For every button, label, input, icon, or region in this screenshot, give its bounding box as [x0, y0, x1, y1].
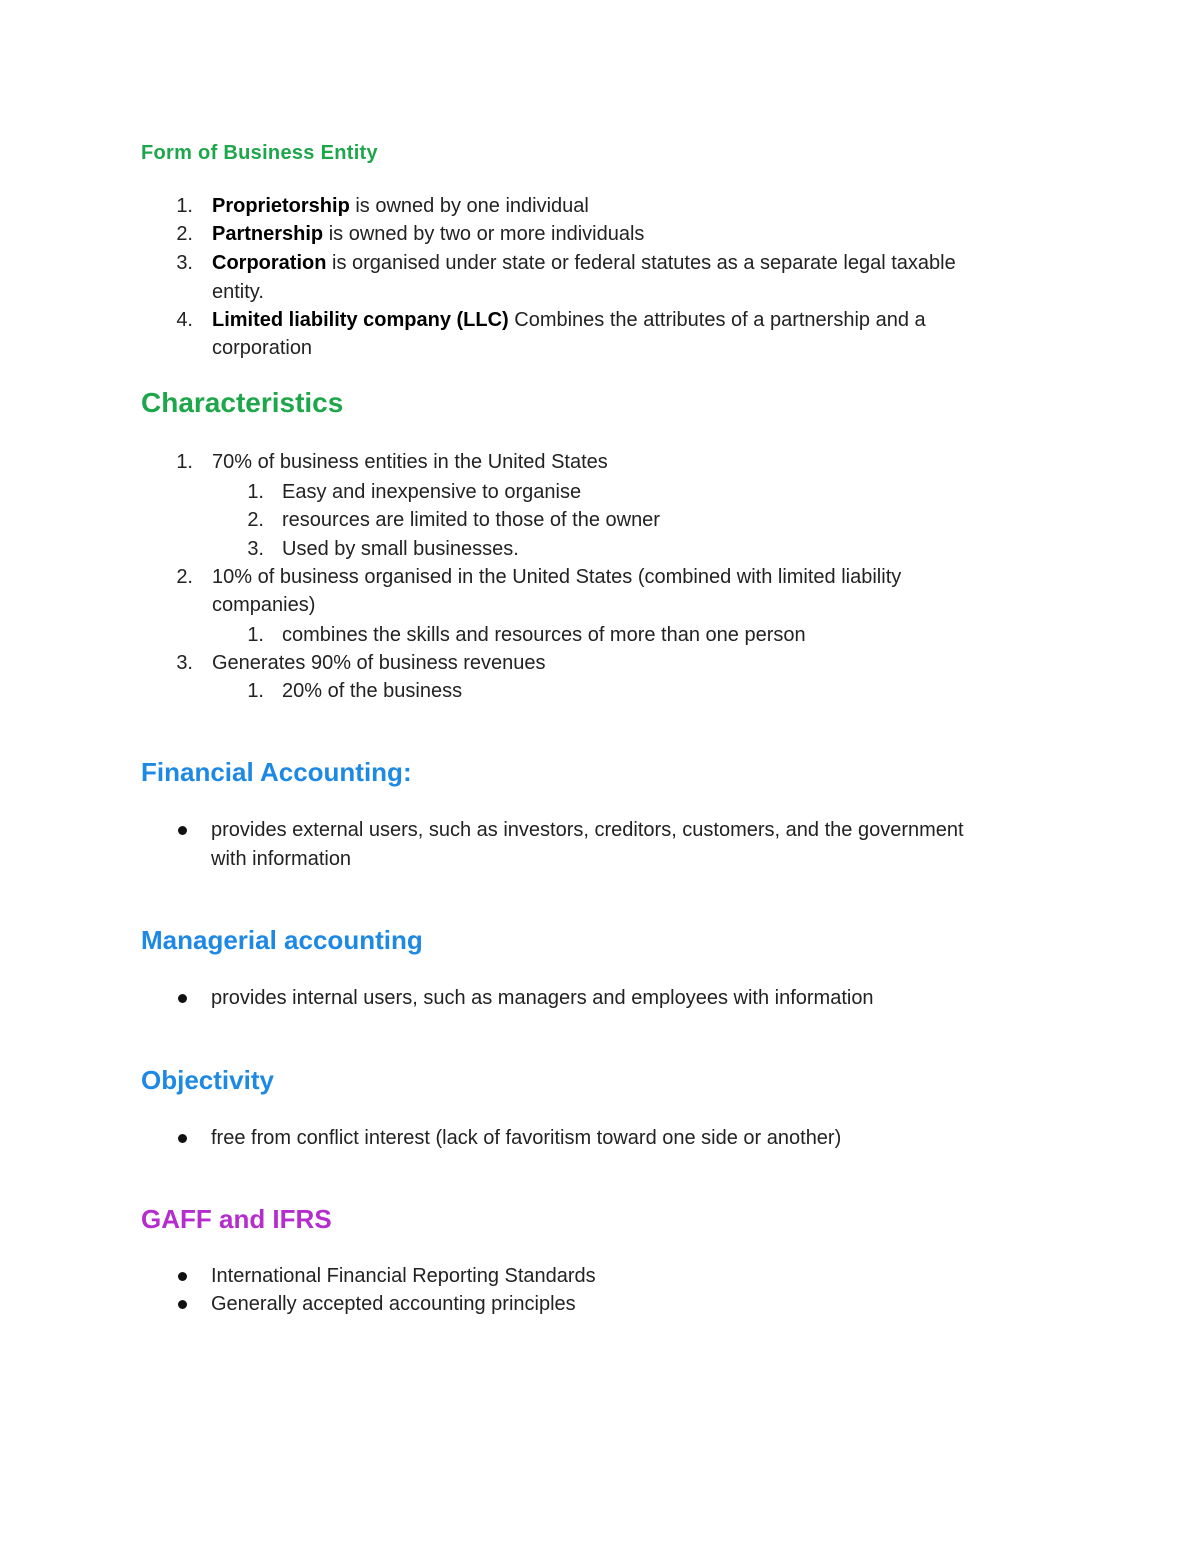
- entity-text: is organised under state or federal statutes as a separate legal taxable: [326, 252, 956, 274]
- list-item-continuation: corporation: [212, 337, 313, 359]
- sub-list-item: Used by small businesses.: [282, 538, 519, 560]
- entity-term: Proprietorship: [212, 195, 350, 217]
- sub-list-item: combines the skills and resources of more than one person: [282, 624, 806, 646]
- gaff-heading: GAFF and IFRS: [141, 1204, 332, 1234]
- list-item: [212, 220, 644, 249]
- sub-list-number: 2.: [247, 509, 264, 531]
- financial-heading: Financial Accounting:: [141, 757, 412, 787]
- list-item: 70% of business entities in the United States: [212, 451, 608, 473]
- entity-term: Limited liability company (LLC): [212, 309, 509, 331]
- entity-text: is owned by one individual: [349, 195, 589, 217]
- sub-list-item: Easy and inexpensive to organise: [282, 481, 582, 503]
- bullet-icon: [178, 1272, 187, 1281]
- sub-list-item: resources are limited to those of the owner: [282, 509, 660, 531]
- bullet-icon: [178, 826, 187, 835]
- sub-list-item: 20% of the business: [282, 680, 463, 702]
- sub-list-number: 1.: [247, 624, 264, 646]
- list-item: [212, 192, 589, 221]
- bullet-icon: [178, 1300, 187, 1309]
- entity-term: Partnership: [212, 223, 324, 245]
- bullet-item: provides internal users, such as managers and employees with information: [211, 987, 874, 1009]
- managerial-heading: Managerial accounting: [141, 925, 423, 955]
- sub-list-number: 1.: [247, 680, 264, 702]
- bullet-item-continuation: with information: [211, 848, 352, 870]
- objectivity-heading: Objectivity: [141, 1065, 274, 1095]
- entity-text: Combines the attributes of a partnership and a: [508, 309, 926, 331]
- bullet-item: provides external users, such as investors, creditors, customers, and the government: [211, 819, 964, 841]
- list-number: 1.: [176, 451, 193, 473]
- list-item: 10% of business organised in the United States (combined with limited liability: [212, 566, 902, 588]
- entity-term: Corporation: [212, 252, 327, 274]
- list-item: [212, 249, 956, 278]
- list-number: 3.: [176, 652, 193, 674]
- list-item-continuation: companies): [212, 594, 316, 616]
- list-item: [212, 306, 926, 335]
- form-heading: Form of Business Entity: [141, 142, 378, 164]
- bullet-item: Generally accepted accounting principles: [211, 1293, 576, 1315]
- bullet-item: free from conflict interest (lack of favoritism toward one side or another): [211, 1127, 842, 1149]
- list-number: 2.: [176, 566, 193, 588]
- bullet-item: International Financial Reporting Standards: [211, 1265, 596, 1287]
- sub-list-number: 1.: [247, 481, 264, 503]
- list-item: Generates 90% of business revenues: [212, 652, 546, 674]
- bullet-icon: [178, 994, 187, 1003]
- list-number: 3.: [176, 252, 193, 274]
- list-item-continuation: entity.: [212, 281, 264, 303]
- characteristics-heading: Characteristics: [141, 387, 344, 418]
- sub-list-number: 3.: [247, 538, 264, 560]
- list-number: 4.: [176, 309, 193, 331]
- list-number: 2.: [176, 223, 193, 245]
- entity-text: is owned by two or more individuals: [323, 223, 645, 245]
- bullet-icon: [178, 1134, 187, 1143]
- list-number: 1.: [176, 195, 193, 217]
